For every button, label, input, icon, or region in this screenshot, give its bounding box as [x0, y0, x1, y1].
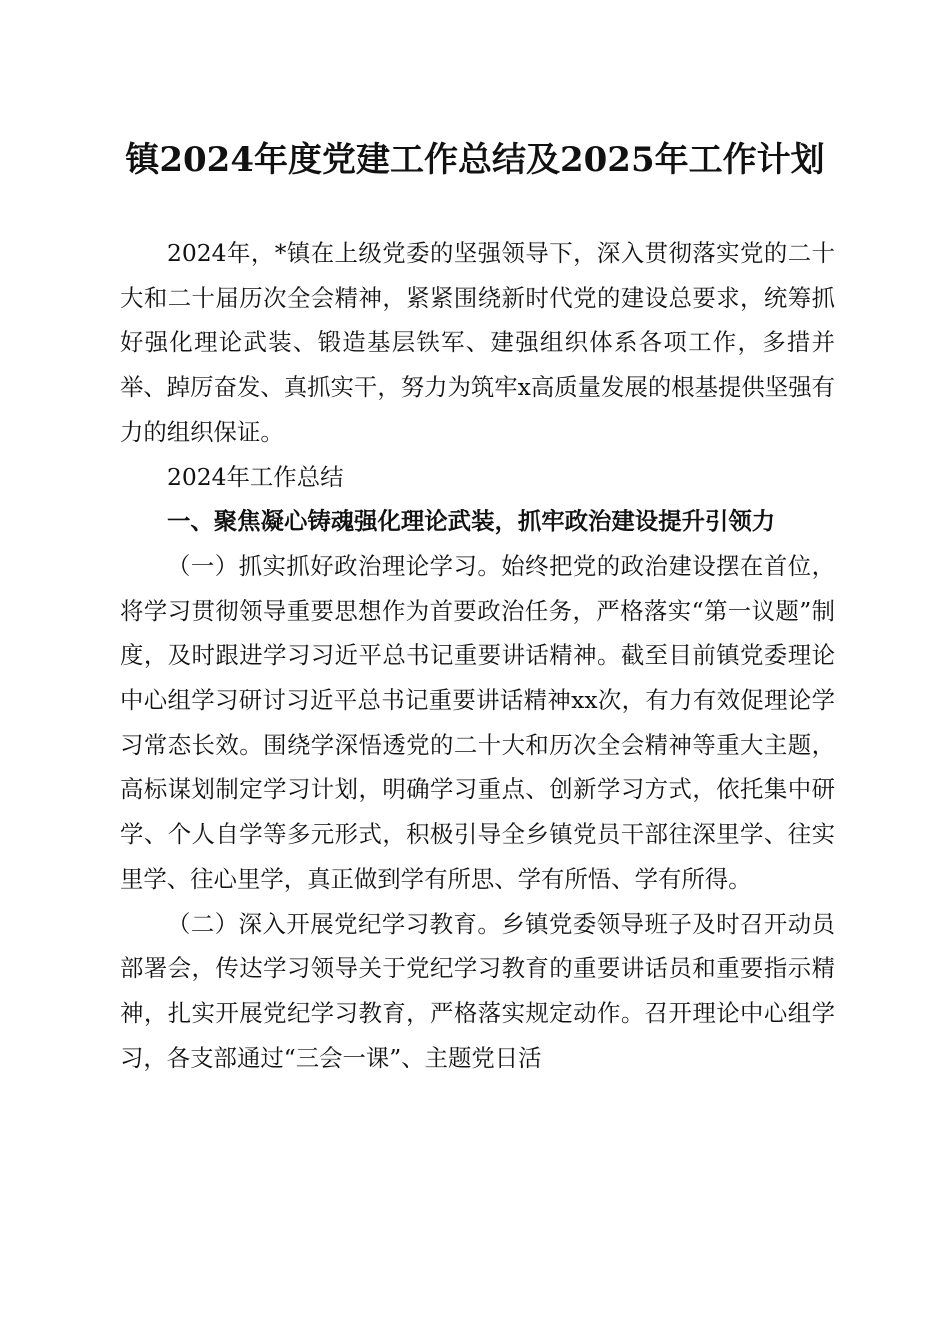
intro-paragraph: 2024年，*镇在上级党委的坚强领导下，深入贯彻落实党的二十大和二十届历次全会精神，紧紧围绕新时代党的建设总要求，统筹抓好强化理论武装、锻造基层铁军、建强组织体系各项工作，多措并举、踔厉奋发、真抓实干，努力为筑牢x高质量发展的根基提供坚强有力的组织保证。 [120, 239, 835, 446]
item-1-lead: （一）抓实抓好政治理论学习。 [167, 551, 502, 580]
item-2-paragraph [120, 902, 835, 1081]
section-label: 2024年工作总结 [167, 462, 344, 491]
item-2-lead: （二）深入开展党纪学习教育。 [167, 909, 502, 938]
item-1-text: 始终把党的政治建设摆在首位，将学习贯彻领导重要思想作为首要政治任务，严格落实“第一议题”制度，及时跟进学习习近平总书记重要讲话精神。截至目前镇党委理论中心组学习研讨习近平总书记重要讲话精神xx次，有力有效促理论学习常态长效。围绕学深悟透党的二十大和历次全会精神等重大主题，高标谋划制定学习计划，明确学习重点、创新学习方式，依托集中研学、个人自学等多元形式，积极引导全乡镇党员干部往深里学、往实里学、往心里学，真正做到学有所思、学有所悟、学有所得。 [120, 551, 836, 893]
item-1-paragraph [120, 544, 835, 902]
item-2-text: 乡镇党委领导班子及时召开动员部署会，传达学习领导关于党纪学习教育的重要讲话员和重要指示精神，扎实开展党纪学习教育，严格落实规定动作。召开理论中心组学习，各支部通过“三会一课”、主题党日活 [120, 909, 836, 1072]
document-body [120, 231, 835, 1080]
heading-1: 一、聚焦凝心铸魂强化理论武装，抓牢政治建设提升引领力 [167, 507, 776, 536]
document-title: 镇2024年度党建工作总结及2025年工作计划 [125, 140, 825, 180]
